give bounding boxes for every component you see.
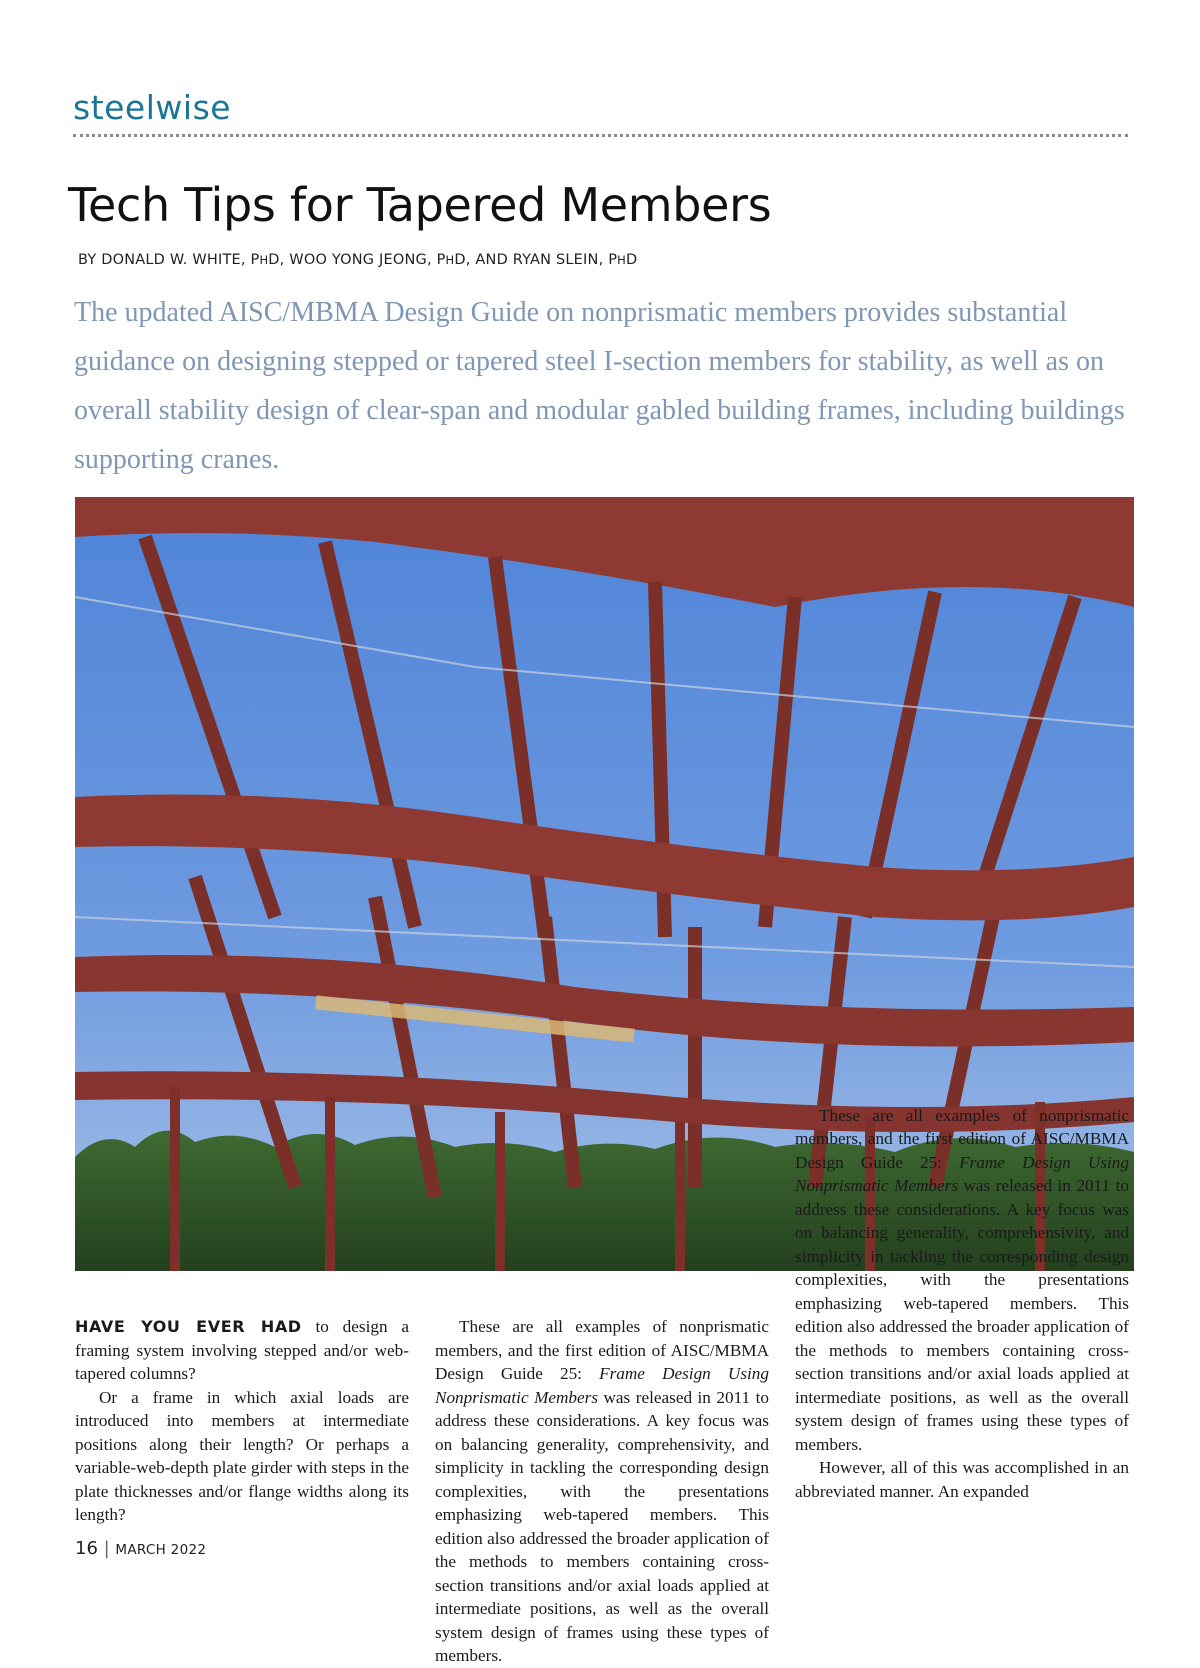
article-deck: The updated AISC/MBMA Design Guide on nonprismatic members provides substantial guidance on designing stepped or tapered steel I-section members for stability, as well as on overall stability design of clear-span and modular gabled building frames, including buildings supporting cranes. [74, 297, 1125, 475]
byline: BY DONALD W. WHITE, PHD, WOO YONG JEONG, PHD, AND RYAN SLEIN, PHD [78, 252, 638, 268]
article-title: Tech Tips for Tapered Members [68, 178, 772, 232]
run-in-heading: HAVE YOU EVER HAD [75, 1317, 302, 1336]
author-white: DONALD W. WHITE, [101, 252, 251, 268]
body-column-2 [435, 1315, 769, 1665]
book-title: Frame Design Using Nonprismatic Members [435, 1364, 769, 1407]
body-column-1 [75, 1315, 409, 1527]
author-jeong: WOO YONG JEONG, [289, 252, 437, 268]
section-divider [73, 134, 1128, 137]
body-column-3 [795, 1105, 1129, 1525]
body-paragraph: HAVE YOU EVER HAD to design a framing system involving stepped and/or web-tapered columns? [75, 1317, 409, 1383]
body-paragraph: However, all of this was accomplished in an abbreviated manner. An expanded [795, 1458, 1129, 1501]
body-paragraph: Or a frame in which axial loads are introduced into members at intermediate positions along their length? Or perhaps a variable-web-depth plate girder with steps in the plate thicknesses and/or flange widths along its length? [75, 1387, 409, 1524]
section-label: steelwise [73, 88, 232, 127]
body-paragraph-continued: These are all examples of nonprismatic members, and the first edition of AISC/MBMA Design Guide 25: Frame Design Using Nonprismatic Members was released in 2011 to address these considerations. A key focus was on balancing generality, comprehensivity, and simplicity in tackling the corresponding design complexities, with the presentations emphasizing web-tapered members. This edition also addressed the broader application of the methods to members containing cross-section transitions and/or axial loads applied at intermediate positions, as well as the overall system design of frames using these types of members. [795, 1105, 1129, 1454]
body-paragraph: These are all examples of nonprismatic members, and the first edition of AISC/MBMA Design Guide 25: Frame Design Using Nonprismatic Members was released in 2011 to address these considerations. A key focus was on balancing generality, comprehensivity, and simplicity in tackling the corresponding design complexities, with the presentations emphasizing web-tapered members. This edition also addressed the broader application of the methods to members containing cross-section transitions and/or axial loads applied at intermediate positions, as well as the overall system design of frames using these types of members. [435, 1317, 769, 1665]
author-slein: RYAN SLEIN, [512, 252, 609, 268]
page-footer: 16 | MARCH 2022 [75, 1538, 207, 1559]
issue-date: MARCH 2022 [115, 1542, 207, 1558]
page-number: 16 [75, 1538, 98, 1559]
